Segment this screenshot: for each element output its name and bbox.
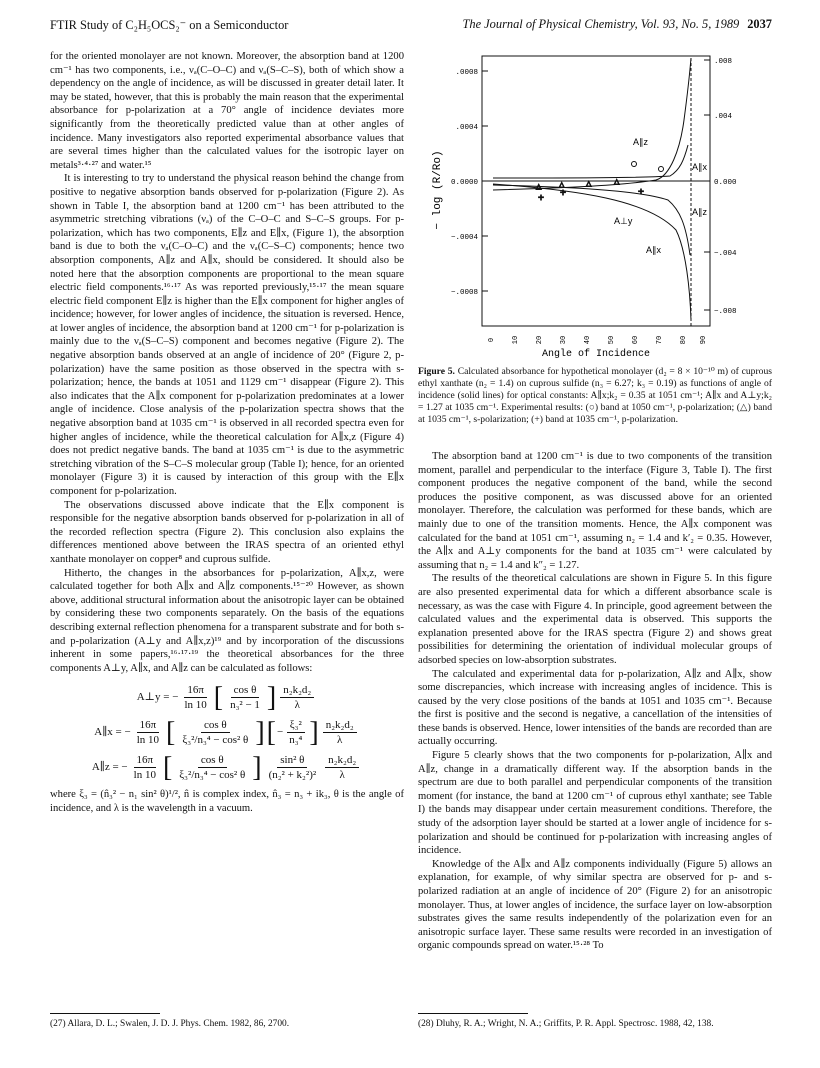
- plot-frame: [482, 56, 710, 326]
- fraction: [280, 683, 314, 712]
- x-axis-label: Angle of Incidence: [541, 349, 651, 360]
- left-tick-label: −.0008: [450, 289, 478, 297]
- page-number: 2037: [747, 17, 772, 31]
- left-tick-label: −.0004: [450, 234, 478, 242]
- numerator: n₂k₂d₂: [280, 683, 314, 698]
- numerator: cos θ: [198, 753, 227, 768]
- fraction: [266, 753, 320, 782]
- left-axis-ticks: [482, 60, 710, 310]
- experimental-markers: [536, 162, 664, 206]
- header-journal: [463, 17, 773, 32]
- curve-a-par-x-lower: [493, 184, 691, 320]
- eq-lhs: A∥z = −: [91, 761, 128, 774]
- numerator: ξ₃²: [287, 718, 305, 733]
- right-tick-label: .004: [714, 113, 733, 121]
- paragraph: The calculated and experimental data for p-polarization, A∥z and A∥x, show some discrepancies, which increase with increasing angles of incidence. This is caused by the very close positions of the bands at 1051 and 1035 cm⁻¹. Because the first is positive and the second is negative, a cancellation of the intensities of these bands is observed. Hence, lower intensities of the bands are recorded than are actually occurring.: [418, 668, 772, 748]
- fraction: [286, 718, 305, 747]
- x-tick-label: 90: [700, 335, 708, 345]
- denominator: n₃⁴: [289, 734, 303, 747]
- paragraph: Hitherto, the changes in the absorbances for p-polarization, A∥x,z, were calculated together for both A∥x and A∥z components.¹⁵⁻²⁰ However, as shown above, additional structural information about the anisotropic layer can be obtained by considering these two components separately. On the basis of the equations describing external reflection phenomena for a transparent substrate and for both s- and p-polarization (A⊥y and A∥x,z)¹⁹ and by incorporation of the discussions inherent in some papers,¹⁶·¹⁷·¹⁹ the theoretical absorbances for the three components A⊥y, A∥x, and A∥z can be calculated as follows:: [50, 567, 404, 674]
- numerator: cos θ: [231, 683, 260, 698]
- plus-marker: +: [638, 188, 645, 199]
- curve-label: A∥z: [692, 207, 708, 217]
- denominator: ξ₃²/n₃⁴ − cos² θ: [182, 734, 249, 747]
- paragraph: It is interesting to try to understand the physical reason behind the change from positive to negative absorption bands observed for p-polarization (Figure 2). As shown in Table I, the absorption band at 1200 cm⁻¹ has been attributed to the asymmetric stretching vibrations (νₐ) of the C–O–C and S–C–S groups. For p-polarization, which has two components, E∥z and E∥x, (Figure 1), the absorption band is due to both the νₐ(C–O–C) and the νₐ(C–S–C) components; hence two absorption components, A∥z and A∥x, should be considered. It should also be noted here that the absorption components are proportional to the mean square electric field components.¹⁶·¹⁷ As was reported previously,¹⁵·¹⁷ the mean square electric field component E∥z is higher than the E∥x component for higher angles of incidence; however, for lower angles of incidence, the situation is reversed. Hence, at lower angles of incidence, the absorption band at 1200 cm⁻¹ for p-polarization is mainly due to the νₐ(S–C–S) component and becomes negative (Figure 2). The negative absorption bands observed at an angle of incidence of 20° (Figure 2, p-polarization) have the same position as those observed in the spectra with s-polarization; hence, the bands at 1051 and 1129 cm⁻¹ disappear (Figure 2). This also indicates that the A∥x component for p-polarization predominates at a lower angle of incidence. Close analysis of the p-polarization spectra shows that the negative absorption band at 1035 cm⁻¹ is observed in all recorded spectra even for higher angles of incidence, while the theoretical calculation for A∥x,z (Figure 4) does not predict negative bands. The band at 1035 cm⁻¹ is due to the asymmetric stretching vibration of the S–C–S molecular group (Table I); hence, for an oriented monolayer (Figure 3) it is caused by interaction of this group with the E∥x component for p-polarization.: [50, 173, 404, 497]
- fraction: [323, 718, 357, 747]
- denominator: λ: [294, 699, 300, 712]
- denominator: ln 10: [136, 734, 160, 747]
- curve-label: A∥x: [646, 245, 662, 255]
- footnote: (28) Dluhy, R. A.; Wright, N. A.; Griffits, P. R. Appl. Spectrosc. 1988, 42, 138.: [418, 1019, 714, 1029]
- equation-block: [50, 683, 404, 782]
- equation-a-perp-y: A⊥y = − $\frac{16\pi}{\ln 10}$ [ $\frac{\text{cos θ}}{\text{n₃² − 1}}$ ] $\frac{\text{n₂k₂d₂}}{\lambda}$: [50, 683, 404, 712]
- right-tick-label: −.008: [714, 308, 737, 316]
- numerator: 16π: [137, 718, 160, 733]
- theory-curves: [493, 58, 691, 326]
- circle-marker: [659, 167, 664, 172]
- x-tick-label: 20: [536, 335, 544, 345]
- numerator: n₂k₂d₂: [323, 718, 357, 733]
- denominator: ξ₃²/n₃⁴ − cos² θ: [179, 769, 246, 782]
- figure-5: [418, 50, 772, 360]
- right-tick-label: 0.000: [714, 179, 737, 187]
- fraction: [179, 718, 251, 747]
- denominator: (n₂² + k₂²)²: [268, 769, 317, 782]
- figure-5-plot: [418, 50, 772, 360]
- x-tick-label: 30: [560, 335, 568, 345]
- fraction: [131, 753, 159, 782]
- running-header: [50, 17, 772, 37]
- x-tick-label: 80: [680, 335, 688, 345]
- plus-marker: +: [560, 189, 567, 200]
- numerator: n₂k₂d₂: [325, 753, 359, 768]
- eq-lhs: A∥x = −: [94, 726, 131, 739]
- x-tick-labels: [488, 336, 708, 344]
- plus-marker: +: [538, 194, 545, 205]
- numerator: 16π: [134, 753, 157, 768]
- paragraph: The absorption band at 1200 cm⁻¹ is due to two components of the transition moment, parallel and perpendicular to the interface (Figure 3, Table I). The first component produces the negative component of the band, while the second produces the positive component, as was discussed above for an oriented monolayer. Therefore, the calculation was performed for these bands, which are mainly due to one of the transition moments. Hence, the A∥x component was calculated for the band at 1051 cm⁻¹, assuming n₂ = 1.4 and k′₂ = 0.35. However, the A∥x and A⊥y components for the band at 1035 cm⁻¹ were calculated by assuming that n₂ = 1.4 and k″₂ = 1.27.: [418, 451, 772, 571]
- left-column: [50, 50, 404, 816]
- denominator: n₃² − 1: [230, 699, 260, 712]
- paragraph: where ξ₃ = (n̂₃² − n₁ sin² θ)¹/², n̂ is complex index, n̂₃ = n₃ + ik₃, θ is the angle of incidence, and λ is the wavelength in a vacuum.: [50, 789, 404, 814]
- triangle-marker: △: [559, 180, 565, 190]
- triangle-marker: △: [536, 182, 542, 192]
- curve-label: A∥x: [692, 162, 708, 172]
- header-title: FTIR Study of C₂H₅OCS₂⁻ on a Semiconductor: [50, 18, 289, 32]
- x-tick-label: 70: [656, 335, 664, 345]
- paragraph: for the oriented monolayer are not known. Moreover, the absorption band at 1200 cm⁻¹ has two components, i.e., νₐ(C–O–C) and νₐ(S–C–S), both of which show a dependency on the angle of incidence, as will be discussed in greater detail later. It may be stated, however, that this is probably the main reason that the experimental absorbance for p-polarization at a 70° angle of incidence deviates more significantly from the theoretically predicted value than at other angles of incidence. Many investigators also reported experimental absorbance values that are several times higher than the calculated values for the isotropic layer on metals³·⁴·²⁷ and water.¹⁵: [50, 51, 404, 171]
- x-tick-label: 10: [512, 335, 520, 345]
- eq-lhs: A⊥y = −: [136, 691, 179, 704]
- denominator: ln 10: [184, 699, 207, 712]
- paragraph: Knowledge of the A∥x and A∥z components individually (Figure 5) allows an explanation, for example, of why similar spectra are observed for p- and s-polarized radiation at an angle of incidence of 20° (Figure 2) for an anisotropic monolayer. Thus, at lower angles of incidence, the surface layer on low-absorption substrates gives the same results independently of the polarization even for an anisotropic surface layer. These same results were recorded in an investigation of organic compounds spread on water.¹⁵·²⁸ To: [418, 858, 772, 952]
- fraction: [176, 753, 248, 782]
- minus-sign: −: [276, 726, 284, 739]
- numerator: cos θ: [201, 718, 230, 733]
- right-tick-label: −.004: [714, 250, 737, 258]
- denominator: ln 10: [133, 769, 156, 782]
- footnote-rule: [50, 1013, 160, 1014]
- fraction: [227, 683, 263, 712]
- denominator: λ: [339, 769, 345, 782]
- circle-marker: [632, 162, 637, 167]
- footnote: (27) Allara, D. L.; Swalen, J. D. J. Phys. Chem. 1982, 86, 2700.: [50, 1019, 290, 1029]
- curve-labels: [614, 137, 708, 255]
- numerator: sin² θ: [277, 753, 307, 768]
- caption-label: Figure 5.: [418, 366, 455, 377]
- right-tick-label: .008: [714, 58, 733, 66]
- paragraph: Figure 5 clearly shows that the two components for p-polarization, A∥x and A∥z, change in a dramatically different way. If the absorption bands in the spectrum are due to both parallel and perpendicular components of the transition moment (for instance, the band at 1200 cm⁻¹ of cuprous ethyl xanthate; see Table I) the bands may disappear under certain measurement conditions. Therefore, the study of the adsorption layer should be started at a lower angle of incidence for s-polarization and should be continued for p-polarization with increasing angles of incidence.: [418, 750, 772, 857]
- footnote-rule: [418, 1013, 528, 1014]
- x-tick-label: 60: [632, 335, 640, 345]
- left-tick-label: .0004: [455, 124, 478, 132]
- y-axis-label: − log (R/Ro): [432, 150, 444, 230]
- x-tick-label: 50: [608, 335, 616, 345]
- triangle-marker: △: [586, 179, 592, 189]
- x-tick-label: 40: [584, 335, 592, 345]
- paragraph: The observations discussed above indicate that the E∥x component is responsible for the negative absorption bands observed for p-polarization in all of the recorded reflection spectra (Figure 2). This conclusion also explains the differences mentioned above between the IRAS spectra of an oriented ethyl xanthate monolayer on copper⁸ and cuprous sulfide.: [50, 499, 404, 565]
- left-tick-label: 0.0000: [450, 179, 478, 187]
- triangle-marker: △: [614, 177, 620, 187]
- curve-a-par-x-upper: [493, 145, 688, 178]
- left-tick-label: .0008: [455, 69, 478, 77]
- curve-a-par-z: [493, 58, 691, 190]
- denominator: λ: [337, 734, 343, 747]
- curve-label: A⊥y: [614, 216, 633, 226]
- equation-a-par-x: A∥x = − $\frac{16\pi}{\ln 10}$ [ $\frac{\text{cos θ}}{\text{ξ₃²/n₃⁴ − cos² θ}}$ ] [ − $\frac{\text{ξ₃²}}{\text{n₃⁴}}$ ] $\frac{\text{n₂k₂d₂}}{\lambda}$: [50, 718, 404, 747]
- fraction: [325, 753, 359, 782]
- figure-caption: [418, 366, 772, 426]
- fraction: [134, 718, 162, 747]
- curve-label: A∥z: [633, 137, 649, 147]
- numerator: 16π: [184, 683, 207, 698]
- paragraph: The results of the theoretical calculations are shown in Figure 5. In this figure are also presented experimental data for which a different absorbance scale is necessary, as was the case with Figure 4. In principle, good agreement between the calculated values and the experimental data is observed. This supports the explanation presented above for the IRAS spectra (Figure 2) and shows great possibilities for determining the orientation of individual molecular groups of adsorbed species on low-absorption substrates.: [418, 573, 772, 666]
- equation-a-par-z: A∥z = − $\frac{16\pi}{\ln 10}$ [ $\frac{\text{cos θ}}{\text{ξ₃²/n₃⁴ − cos² θ}}$ ] $\frac{\text{sin² θ}}{\text{(n₂² + k₂²)²}}$ $\frac{\text{n₂k₂d₂}}{\lambda}$: [50, 753, 404, 782]
- journal-name: The Journal of Physical Chemistry, Vol. 93, No. 5, 1989: [462, 17, 740, 31]
- right-column: [418, 450, 772, 953]
- fraction: [181, 683, 209, 712]
- caption-text: Calculated absorbance for hypothetical monolayer (d₂ = 8 × 10⁻¹⁰ m) of cuprous ethyl xanthate (n₂ = 1.4) on cuprous sulfide (n₃ = 6.27; k₃ = 0.19) as functions of angle of incidence (solid lines) for optical constants: A∥x;k₂ = 0.35 at 1051 cm⁻¹; A∥x and A⊥y;k₂ = 1.27 at 1035 cm⁻¹. Experimental results: (○) band at 1050 cm⁻¹, p-polarization; (△) band at 1035 cm⁻¹, s-polarization; (+) band at 1035 cm⁻¹, p-polarization.: [418, 366, 772, 426]
- x-tick-label: 0: [488, 337, 496, 343]
